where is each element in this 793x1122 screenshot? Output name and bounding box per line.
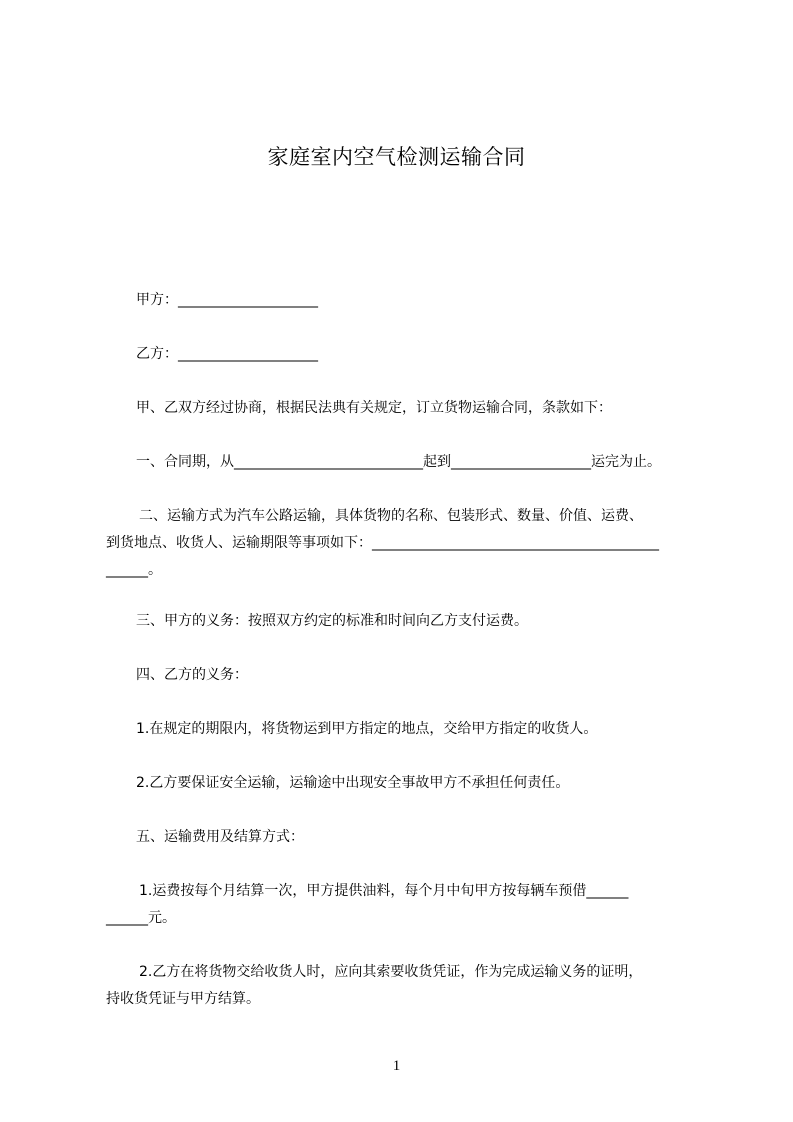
clause-4-item-2: 2.乙方要保证安全运输，运输途中出现安全事故甲方不承担任何责任。 [136, 775, 570, 791]
clause-1-text: 一、合同期，从___________________________起到____________________运完为止。 [136, 454, 661, 470]
clause-5-item-2-line-1: 2.乙方在将货物交给收货人时，应向其索要收货凭证，作为完成运输义务的证明， [139, 964, 643, 980]
clause-2-line-1: 二、运输方式为汽车公路运输，具体货物的名称、包装形式、数量、价值、运费、 [139, 508, 643, 524]
party-b-line: 乙方：____________________ [136, 346, 318, 362]
clause-2-line-2: 到货地点、收货人、运输期限等事项如下：_________________________________________ [106, 535, 659, 551]
clause-5-item-1-line-2: ______元。 [106, 910, 176, 926]
clause-2-line-3: ______。 [106, 562, 162, 578]
document-title: 家庭室内空气检测运输合同 [267, 145, 526, 169]
clause-5-item-1-line-1: 1.运费按每个月结算一次，甲方提供油料，每个月中旬甲方按每辆车预借______ [139, 883, 629, 899]
party-a-line: 甲方：____________________ [136, 292, 318, 308]
clause-5-item-2-line-2: 持收货凭证与甲方结算。 [106, 991, 260, 1007]
clause-3-text: 三、甲方的义务：按照双方约定的标准和时间向乙方支付运费。 [136, 613, 528, 629]
preamble-text: 甲、乙双方经过协商，根据民法典有关规定，订立货物运输合同，条款如下： [136, 400, 612, 416]
clause-4-heading: 四、乙方的义务： [136, 667, 248, 683]
clause-5-heading: 五、运输费用及结算方式： [136, 829, 304, 845]
page-number: 1 [392, 1058, 401, 1074]
clause-4-item-1: 1.在规定的期限内，将货物运到甲方指定的地点，交给甲方指定的收货人。 [136, 721, 598, 737]
